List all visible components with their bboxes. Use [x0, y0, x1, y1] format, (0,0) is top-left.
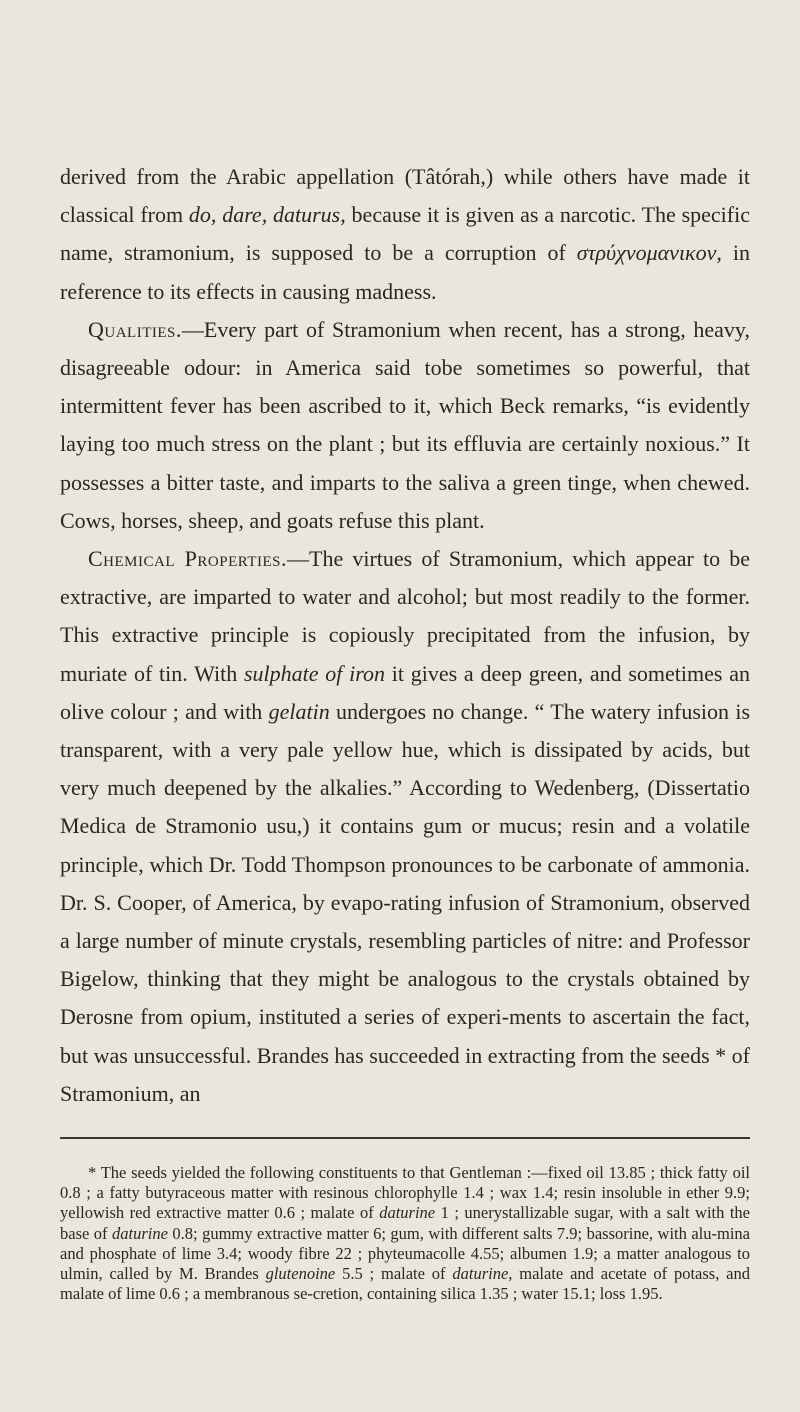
footnote-segment-italic: glutenoine — [265, 1264, 336, 1284]
page-body — [60, 158, 750, 1305]
footnote-segment: 5.5 ; malate of — [335, 1264, 453, 1284]
footnote — [60, 1163, 750, 1304]
paragraph-qualities — [60, 311, 750, 540]
footnote-divider — [60, 1137, 750, 1139]
text-segment-greek: στρύχνομανικον, — [576, 240, 722, 266]
footnote-segment: * The seeds yielded the following constituents to that Gentleman :—fixed oil 13.85 ; thick fatty oil 0.8 ; a fatty butyraceous matter with resinous chlorophylle 1.4 ; wax 1.4; resin insoluble in ether 9.9; yellowish red extractive matter 0.6 ; malate of — [60, 1163, 750, 1223]
text-segment: in reference to its effects in causing madness. — [60, 240, 750, 304]
footnote-segment-italic: daturine, — [452, 1264, 513, 1284]
footnote-segment-italic: daturine — [379, 1203, 436, 1223]
text-segment: derived from the Arabic appellation (Tâtórah,) while others have made it classical from — [60, 164, 750, 228]
text-segment: because it is given as a narcotic. The specific name, stramonium, is supposed to be a corruption of — [60, 202, 750, 266]
text-segment-italic: do, dare, daturus, — [188, 202, 346, 228]
section-heading-chemical-properties: Chemical Properties. — [88, 546, 287, 572]
footnote-segment: malate and acetate of potass, and malate of lime 0.6 ; a membranous se-cretion, containing silica 1.35 ; water 15.1; loss 1.95. — [60, 1264, 751, 1304]
paragraph-origin — [60, 158, 750, 311]
text-segment: undergoes no change. “ The watery infusion is transparent, with a very pale yellow hue, which is dissipated by acids, but very much deepened by the alkalies.” According to Wedenberg, (Dissertatio Medica de Stramonio usu,) it contains gum or mucus; resin and a volatile principle, which Dr. Todd Thompson pronounces to be carbonate of ammonia. Dr. S. Cooper, of America, by evapo-rating infusion of Stramonium, observed a large number of minute crystals, resembling particles of nitre: and Professor Bigelow, thinking that they might be analogous to the crystals obtained by Derosne from opium, instituted a series of experi-ments to ascertain the fact, but was unsuccessful. Brandes has succeeded in extracting from the seeds * of Stramonium, an — [60, 698, 751, 1106]
text-segment-italic: sulphate of iron — [243, 660, 385, 686]
footnote-segment: 1 ; unerystallizable sugar, with a salt with the base of — [60, 1203, 751, 1243]
footnote-segment: 0.8; gummy extractive matter 6; gum, with different salts 7.9; bassorine, with alu-mina and phosphate of lime 3.4; woody fibre 22 ; phyteumacolle 4.55; albumen 1.9; a matter analogous to ulmin, called by M. Brandes — [60, 1223, 750, 1284]
text-segment: —The virtues of Stramonium, which appear to be extractive, are imparted to water and alcohol; but most readily to the former. This extractive principle is copiously precipitated from the infusion, by muriate of tin. With — [60, 546, 750, 686]
text-segment: —Every part of Stramonium when recent, has a strong, heavy, disagreeable odour: in America said tobe sometimes so powerful, that intermittent fever has been ascribed to it, which Beck remarks, “is evidently laying too much stress on the plant ; but its effluvia are certainly noxious.” It possesses a bitter taste, and imparts to the saliva a green tinge, when chewed. Cows, horses, sheep, and goats refuse this plant. — [60, 316, 750, 533]
footnote-segment-italic: daturine — [112, 1223, 168, 1243]
text-segment: it gives a deep green, and sometimes an olive colour ; and with — [60, 660, 750, 724]
paragraph-chemical-properties — [60, 540, 750, 1113]
text-segment-italic: gelatin — [268, 698, 330, 724]
section-heading-qualities: Qualities. — [88, 316, 182, 342]
